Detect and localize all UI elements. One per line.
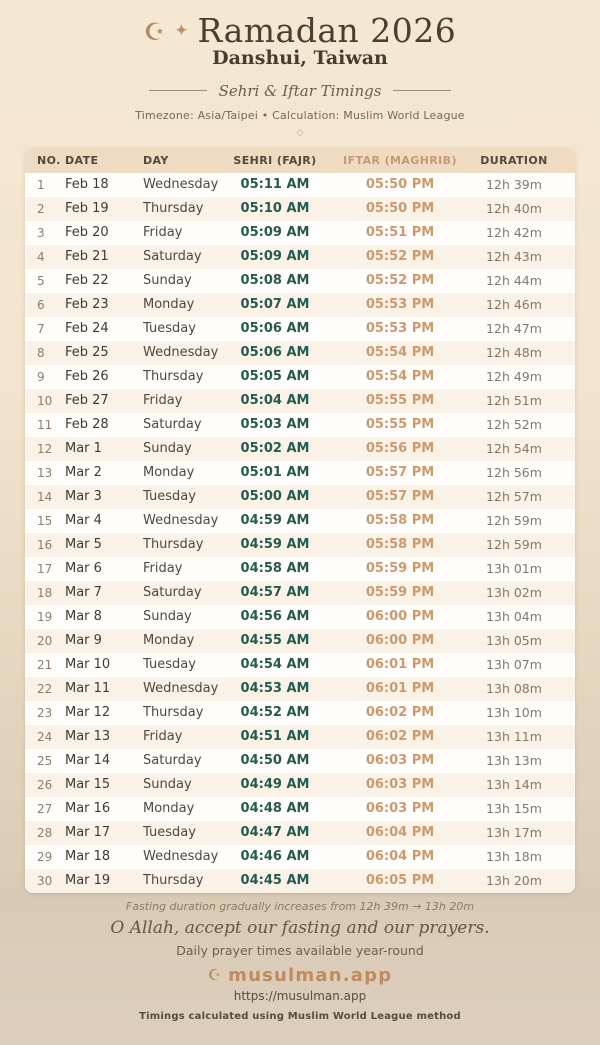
row-duration: 12h 46m bbox=[486, 297, 542, 313]
row-duration: 12h 52m bbox=[486, 417, 542, 433]
row-duration: 13h 04m bbox=[486, 609, 542, 625]
footer bbox=[0, 900, 600, 1022]
brand-name: musulman.app bbox=[228, 964, 393, 986]
row-duration: 12h 51m bbox=[486, 393, 542, 409]
row-day: Wednesday bbox=[143, 849, 219, 865]
table-row bbox=[25, 821, 575, 845]
row-duration: 12h 43m bbox=[486, 249, 542, 265]
row-sehri-time: 05:05 AM bbox=[240, 369, 310, 385]
table-header-row bbox=[25, 148, 575, 173]
row-day: Sunday bbox=[143, 273, 192, 289]
table-row bbox=[25, 797, 575, 821]
row-duration: 12h 42m bbox=[486, 225, 542, 241]
row-number: 10 bbox=[37, 393, 53, 408]
row-number: 18 bbox=[37, 585, 53, 600]
row-duration: 12h 59m bbox=[486, 513, 542, 529]
row-sehri-time: 04:47 AM bbox=[240, 825, 310, 841]
table-row bbox=[25, 845, 575, 869]
row-date: Mar 2 bbox=[65, 465, 102, 481]
row-day: Monday bbox=[143, 297, 195, 313]
row-sehri-time: 05:04 AM bbox=[240, 393, 310, 409]
row-date: Mar 6 bbox=[65, 561, 102, 577]
row-duration: 13h 15m bbox=[486, 801, 542, 817]
row-number: 5 bbox=[37, 273, 45, 288]
row-number: 8 bbox=[37, 345, 45, 360]
row-sehri-time: 05:10 AM bbox=[240, 201, 310, 217]
row-number: 3 bbox=[37, 225, 45, 240]
row-date: Feb 24 bbox=[65, 321, 109, 337]
calculation-method-note: Timings calculated using Muslim World League method bbox=[139, 1010, 461, 1022]
row-date: Feb 18 bbox=[65, 177, 109, 193]
table-row bbox=[25, 413, 575, 437]
section-subtitle: Sehri & Iftar Timings bbox=[218, 81, 382, 100]
row-number: 15 bbox=[37, 513, 53, 528]
table-row bbox=[25, 221, 575, 245]
row-day: Sunday bbox=[143, 777, 192, 793]
table-row bbox=[25, 653, 575, 677]
column-header-iftar: IFTAR (MAGHRIB) bbox=[343, 153, 457, 167]
row-sehri-time: 04:58 AM bbox=[240, 561, 310, 577]
table-row bbox=[25, 557, 575, 581]
row-number: 2 bbox=[37, 201, 45, 216]
row-iftar-time: 06:03 PM bbox=[365, 801, 435, 817]
row-duration: 13h 20m bbox=[486, 873, 542, 889]
row-date: Mar 1 bbox=[65, 441, 102, 457]
row-day: Friday bbox=[143, 729, 183, 745]
row-duration: 12h 47m bbox=[486, 321, 542, 337]
row-duration: 13h 14m bbox=[486, 777, 542, 793]
row-duration: 13h 07m bbox=[486, 657, 542, 673]
row-iftar-time: 05:57 PM bbox=[365, 465, 435, 481]
row-day: Tuesday bbox=[143, 489, 196, 505]
row-date: Feb 23 bbox=[65, 297, 109, 313]
row-iftar-time: 06:01 PM bbox=[365, 681, 435, 697]
row-day: Thursday bbox=[143, 705, 204, 721]
row-sehri-time: 05:00 AM bbox=[240, 489, 310, 505]
title-row bbox=[0, 11, 600, 50]
row-number: 22 bbox=[37, 681, 53, 696]
column-header-date: DATE bbox=[65, 153, 99, 167]
row-date: Mar 15 bbox=[65, 777, 111, 793]
row-number: 14 bbox=[37, 489, 53, 504]
row-date: Mar 11 bbox=[65, 681, 111, 697]
row-number: 11 bbox=[37, 417, 53, 432]
star-and-crescent-icon: ☪ bbox=[143, 18, 166, 47]
header bbox=[0, 0, 600, 138]
brand-url[interactable]: https://musulman.app bbox=[233, 988, 367, 1003]
row-date: Mar 16 bbox=[65, 801, 111, 817]
row-date: Feb 25 bbox=[65, 345, 109, 361]
row-sehri-time: 05:09 AM bbox=[240, 249, 310, 265]
row-duration: 12h 39m bbox=[486, 177, 542, 193]
row-number: 4 bbox=[37, 249, 45, 264]
row-date: Mar 18 bbox=[65, 849, 111, 865]
row-sehri-time: 04:46 AM bbox=[240, 849, 310, 865]
row-date: Feb 27 bbox=[65, 393, 109, 409]
row-duration: 12h 48m bbox=[486, 345, 542, 361]
row-number: 13 bbox=[37, 465, 53, 480]
row-sehri-time: 04:59 AM bbox=[240, 537, 310, 553]
table-row bbox=[25, 509, 575, 533]
row-number: 9 bbox=[37, 369, 45, 384]
table-row bbox=[25, 773, 575, 797]
table-row bbox=[25, 485, 575, 509]
row-date: Mar 17 bbox=[65, 825, 111, 841]
row-number: 30 bbox=[37, 873, 53, 888]
row-iftar-time: 05:58 PM bbox=[365, 513, 435, 529]
table-row bbox=[25, 365, 575, 389]
row-day: Saturday bbox=[143, 753, 202, 769]
table-row bbox=[25, 317, 575, 341]
row-date: Mar 4 bbox=[65, 513, 102, 529]
row-iftar-time: 05:59 PM bbox=[365, 561, 435, 577]
row-number: 21 bbox=[37, 657, 53, 672]
row-sehri-time: 05:06 AM bbox=[240, 321, 310, 337]
row-sehri-time: 05:08 AM bbox=[240, 273, 310, 289]
row-date: Feb 21 bbox=[65, 249, 109, 265]
table-row bbox=[25, 701, 575, 725]
table-row bbox=[25, 437, 575, 461]
row-date: Feb 19 bbox=[65, 201, 109, 217]
row-duration: 13h 11m bbox=[486, 729, 542, 745]
row-date: Mar 14 bbox=[65, 753, 111, 769]
row-number: 28 bbox=[37, 825, 53, 840]
row-date: Mar 13 bbox=[65, 729, 111, 745]
timings-table bbox=[25, 148, 575, 893]
row-day: Thursday bbox=[143, 873, 204, 889]
row-sehri-time: 04:49 AM bbox=[240, 777, 310, 793]
row-duration: 12h 49m bbox=[486, 369, 542, 385]
row-number: 16 bbox=[37, 537, 53, 552]
row-number: 19 bbox=[37, 609, 53, 624]
row-day: Wednesday bbox=[143, 177, 219, 193]
row-iftar-time: 05:51 PM bbox=[365, 225, 435, 241]
row-day: Tuesday bbox=[143, 657, 196, 673]
row-number: 26 bbox=[37, 777, 53, 792]
row-duration: 13h 17m bbox=[486, 825, 542, 841]
table-row bbox=[25, 341, 575, 365]
row-day: Wednesday bbox=[143, 345, 219, 361]
row-number: 17 bbox=[37, 561, 53, 576]
row-day: Saturday bbox=[143, 249, 202, 265]
row-day: Wednesday bbox=[143, 681, 219, 697]
row-day: Sunday bbox=[143, 609, 192, 625]
row-duration: 12h 59m bbox=[486, 537, 542, 553]
location-subtitle: Danshui, Taiwan bbox=[212, 46, 388, 69]
duration-increase-note: Fasting duration gradually increases from 12h 39m → 13h 20m bbox=[125, 899, 475, 913]
table-row bbox=[25, 197, 575, 221]
row-iftar-time: 06:04 PM bbox=[365, 825, 435, 841]
row-date: Mar 12 bbox=[65, 705, 111, 721]
row-day: Friday bbox=[143, 393, 183, 409]
row-sehri-time: 05:11 AM bbox=[240, 177, 310, 193]
row-sehri-time: 05:06 AM bbox=[240, 345, 310, 361]
table-row bbox=[25, 173, 575, 197]
table-row bbox=[25, 389, 575, 413]
row-number: 12 bbox=[37, 441, 53, 456]
diamond-ornament-icon: ◇ bbox=[296, 127, 304, 138]
row-number: 25 bbox=[37, 753, 53, 768]
row-duration: 13h 01m bbox=[486, 561, 542, 577]
row-iftar-time: 05:55 PM bbox=[365, 393, 435, 409]
row-duration: 12h 57m bbox=[486, 489, 542, 505]
row-day: Monday bbox=[143, 633, 195, 649]
row-duration: 12h 56m bbox=[486, 465, 542, 481]
table-row bbox=[25, 869, 575, 893]
row-iftar-time: 05:52 PM bbox=[365, 249, 435, 265]
row-duration: 13h 13m bbox=[486, 753, 542, 769]
table-row bbox=[25, 461, 575, 485]
row-sehri-time: 04:50 AM bbox=[240, 753, 310, 769]
brand-link[interactable] bbox=[0, 965, 600, 986]
row-iftar-time: 05:54 PM bbox=[365, 345, 435, 361]
row-sehri-time: 04:57 AM bbox=[240, 585, 310, 601]
row-day: Thursday bbox=[143, 201, 204, 217]
row-date: Mar 9 bbox=[65, 633, 102, 649]
row-sehri-time: 04:59 AM bbox=[240, 513, 310, 529]
table-row bbox=[25, 533, 575, 557]
row-duration: 13h 18m bbox=[486, 849, 542, 865]
row-iftar-time: 06:03 PM bbox=[365, 777, 435, 793]
row-duration: 12h 54m bbox=[486, 441, 542, 457]
row-iftar-time: 05:57 PM bbox=[365, 489, 435, 505]
divider-line-left bbox=[149, 90, 207, 91]
table-row bbox=[25, 725, 575, 749]
row-day: Monday bbox=[143, 801, 195, 817]
table-row bbox=[25, 293, 575, 317]
table-row bbox=[25, 629, 575, 653]
table-body bbox=[25, 173, 575, 893]
row-date: Mar 5 bbox=[65, 537, 102, 553]
table-row bbox=[25, 677, 575, 701]
row-sehri-time: 04:54 AM bbox=[240, 657, 310, 673]
row-day: Thursday bbox=[143, 537, 204, 553]
row-date: Mar 19 bbox=[65, 873, 111, 889]
table-row bbox=[25, 605, 575, 629]
row-date: Mar 10 bbox=[65, 657, 111, 673]
row-day: Saturday bbox=[143, 585, 202, 601]
table-row bbox=[25, 581, 575, 605]
row-number: 23 bbox=[37, 705, 53, 720]
table-row bbox=[25, 749, 575, 773]
row-iftar-time: 06:04 PM bbox=[365, 849, 435, 865]
row-iftar-time: 05:54 PM bbox=[365, 369, 435, 385]
row-iftar-time: 05:52 PM bbox=[365, 273, 435, 289]
column-header-no: NO. bbox=[37, 153, 61, 167]
row-number: 1 bbox=[37, 177, 45, 192]
divider-line-right bbox=[393, 90, 451, 91]
row-sehri-time: 05:02 AM bbox=[240, 441, 310, 457]
row-sehri-time: 05:03 AM bbox=[240, 417, 310, 433]
star-and-crescent-icon: ☪ bbox=[207, 965, 222, 984]
row-day: Friday bbox=[143, 561, 183, 577]
row-sehri-time: 04:48 AM bbox=[240, 801, 310, 817]
row-duration: 13h 08m bbox=[486, 681, 542, 697]
page-title: Ramadan 2026 bbox=[197, 11, 457, 50]
row-number: 24 bbox=[37, 729, 53, 744]
row-iftar-time: 06:02 PM bbox=[365, 705, 435, 721]
column-header-day: DAY bbox=[143, 153, 169, 167]
row-iftar-time: 06:00 PM bbox=[365, 609, 435, 625]
row-sehri-time: 04:53 AM bbox=[240, 681, 310, 697]
table-row bbox=[25, 245, 575, 269]
row-iftar-time: 06:05 PM bbox=[365, 873, 435, 889]
row-number: 29 bbox=[37, 849, 53, 864]
row-iftar-time: 06:01 PM bbox=[365, 657, 435, 673]
dua-quote: O Allah, accept our fasting and our prayers. bbox=[110, 917, 490, 938]
row-duration: 13h 05m bbox=[486, 633, 542, 649]
row-duration: 12h 40m bbox=[486, 201, 542, 217]
row-iftar-time: 06:00 PM bbox=[365, 633, 435, 649]
row-iftar-time: 05:58 PM bbox=[365, 537, 435, 553]
row-sehri-time: 04:45 AM bbox=[240, 873, 310, 889]
sparkle-star-icon: ✦ bbox=[174, 20, 189, 41]
row-date: Feb 20 bbox=[65, 225, 109, 241]
row-sehri-time: 04:52 AM bbox=[240, 705, 310, 721]
row-sehri-time: 05:01 AM bbox=[240, 465, 310, 481]
row-number: 27 bbox=[37, 801, 53, 816]
row-duration: 13h 02m bbox=[486, 585, 542, 601]
row-date: Feb 28 bbox=[65, 417, 109, 433]
row-number: 6 bbox=[37, 297, 45, 312]
row-day: Saturday bbox=[143, 417, 202, 433]
column-header-duration: DURATION bbox=[480, 153, 548, 167]
row-iftar-time: 06:02 PM bbox=[365, 729, 435, 745]
row-date: Mar 8 bbox=[65, 609, 102, 625]
row-iftar-time: 05:56 PM bbox=[365, 441, 435, 457]
row-number: 20 bbox=[37, 633, 53, 648]
row-date: Feb 22 bbox=[65, 273, 109, 289]
availability-note: Daily prayer times available year-round bbox=[176, 942, 424, 958]
row-date: Mar 3 bbox=[65, 489, 102, 505]
row-sehri-time: 05:09 AM bbox=[240, 225, 310, 241]
column-header-sehri: SEHRI (FAJR) bbox=[233, 153, 317, 167]
row-sehri-time: 05:07 AM bbox=[240, 297, 310, 313]
row-day: Thursday bbox=[143, 369, 204, 385]
row-number: 7 bbox=[37, 321, 45, 336]
row-day: Wednesday bbox=[143, 513, 219, 529]
row-sehri-time: 04:56 AM bbox=[240, 609, 310, 625]
row-sehri-time: 04:51 AM bbox=[240, 729, 310, 745]
row-iftar-time: 05:50 PM bbox=[365, 201, 435, 217]
row-sehri-time: 04:55 AM bbox=[240, 633, 310, 649]
row-day: Monday bbox=[143, 465, 195, 481]
row-day: Sunday bbox=[143, 441, 192, 457]
row-iftar-time: 05:50 PM bbox=[365, 177, 435, 193]
row-iftar-time: 06:03 PM bbox=[365, 753, 435, 769]
row-date: Mar 7 bbox=[65, 585, 102, 601]
row-day: Tuesday bbox=[143, 321, 196, 337]
row-duration: 12h 44m bbox=[486, 273, 542, 289]
row-iftar-time: 05:55 PM bbox=[365, 417, 435, 433]
row-iftar-time: 05:53 PM bbox=[365, 321, 435, 337]
row-duration: 13h 10m bbox=[486, 705, 542, 721]
row-iftar-time: 05:59 PM bbox=[365, 585, 435, 601]
row-day: Tuesday bbox=[143, 825, 196, 841]
row-iftar-time: 05:53 PM bbox=[365, 297, 435, 313]
row-date: Feb 26 bbox=[65, 369, 109, 385]
table-row bbox=[25, 269, 575, 293]
section-subtitle-row bbox=[0, 82, 600, 100]
row-day: Friday bbox=[143, 225, 183, 241]
timezone-calculation-meta: Timezone: Asia/Taipei • Calculation: Muslim World League bbox=[135, 108, 465, 122]
